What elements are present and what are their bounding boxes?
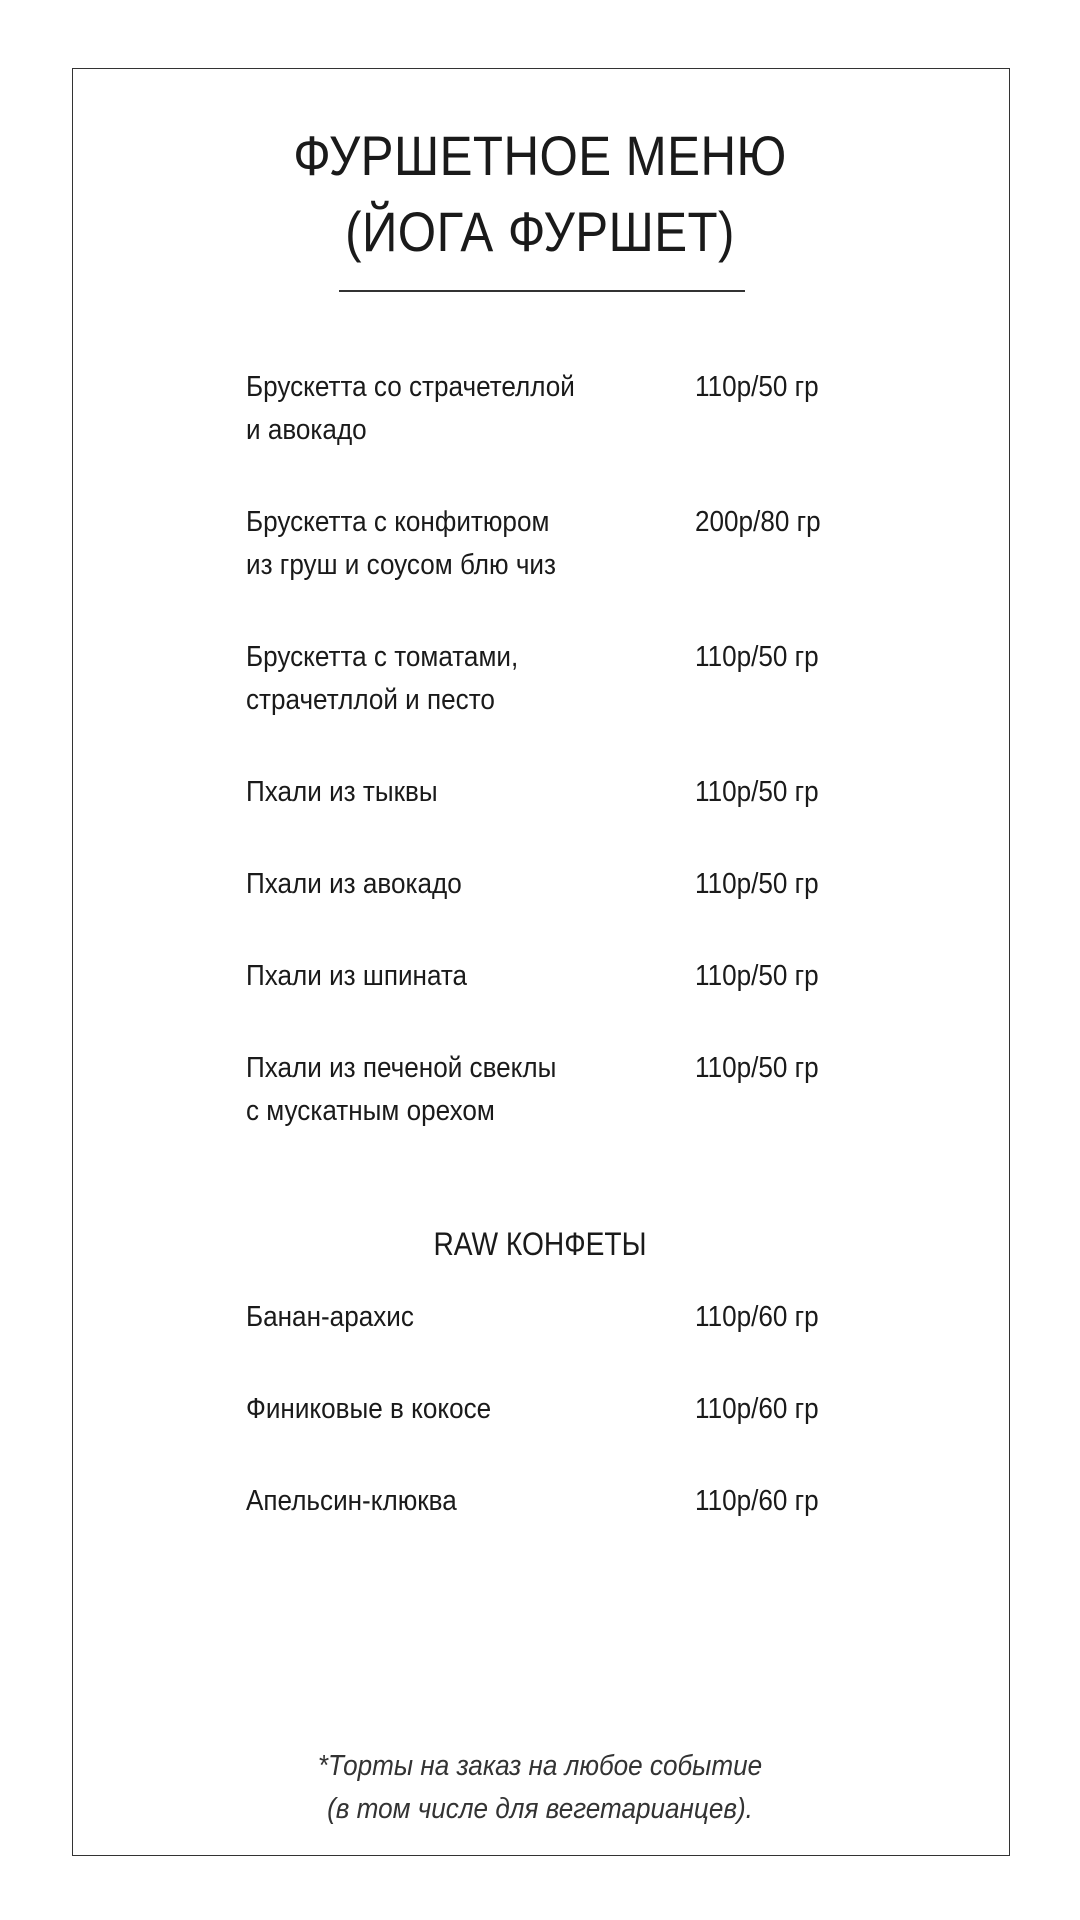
- menu-item-price: 200р/80 гр: [695, 506, 821, 538]
- menu-item-price: 110р/50 гр: [695, 960, 819, 992]
- menu-item-name-line-1: Пхали из шпината: [246, 960, 468, 992]
- menu-item-price: 110р/50 гр: [695, 371, 819, 403]
- menu-item-name: [246, 1480, 624, 1523]
- section-heading-raw-sweets: RAW КОНФЕТЫ: [433, 1226, 647, 1262]
- menu-item-price: 110р/50 гр: [695, 776, 819, 808]
- menu-item-name-line-1: Пхали из печеной свеклы: [246, 1052, 557, 1084]
- menu-item-name: [246, 366, 624, 452]
- title-divider: [339, 290, 745, 292]
- page-title-line-2: (ЙОГА ФУРШЕТ): [345, 200, 735, 263]
- menu-item-name-line-2: и авокадо: [246, 414, 367, 446]
- page-title-line-1: ФУРШЕТНОЕ МЕНЮ: [293, 124, 787, 187]
- footnote-line-1: *Торты на заказ на любое событие: [317, 1750, 763, 1782]
- menu-item-name: [246, 1047, 624, 1133]
- menu-item-name: [246, 636, 624, 722]
- menu-item-price: 110р/60 гр: [695, 1301, 819, 1333]
- menu-item-name-line-1: Финиковые в кокосе: [246, 1393, 492, 1425]
- menu-item-price: 110р/50 гр: [695, 1052, 819, 1084]
- menu-item-name-line-1: Брускетта с томатами,: [246, 641, 519, 673]
- menu-item-name-line-1: Пхали из тыквы: [246, 776, 438, 808]
- page-title: [65, 118, 1015, 270]
- menu-item-name-line-1: Брускетта со страчетеллой: [246, 371, 575, 403]
- menu-item-name-line-1: Апельсин-клюква: [246, 1485, 457, 1517]
- footnote-line-2: (в том числе для вегетарианцев).: [327, 1793, 753, 1825]
- menu-item-name-line-1: Банан-арахис: [246, 1301, 414, 1333]
- menu-item-name: [246, 955, 624, 998]
- menu-item-name: [246, 1388, 624, 1431]
- menu-item-name-line-2: из груш и соусом блю чиз: [246, 549, 556, 581]
- footnote: [54, 1745, 1026, 1831]
- menu-item-name-line-1: Пхали из авокадо: [246, 868, 462, 900]
- menu-item-price: 110р/50 гр: [695, 868, 819, 900]
- menu-item-name-line-2: с мускатным орехом: [246, 1095, 495, 1127]
- menu-item-name: [246, 771, 624, 814]
- menu-item-name-line-1: Брускетта с конфитюром: [246, 506, 550, 538]
- menu-item-name: [246, 863, 624, 906]
- menu-item-price: 110р/50 гр: [695, 641, 819, 673]
- menu-item-name: [246, 501, 624, 587]
- menu-item-name-line-2: страчетллой и песто: [246, 684, 495, 716]
- menu-item-price: 110р/60 гр: [695, 1485, 819, 1517]
- menu-item-price: 110р/60 гр: [695, 1393, 819, 1425]
- menu-item-name: [246, 1296, 624, 1339]
